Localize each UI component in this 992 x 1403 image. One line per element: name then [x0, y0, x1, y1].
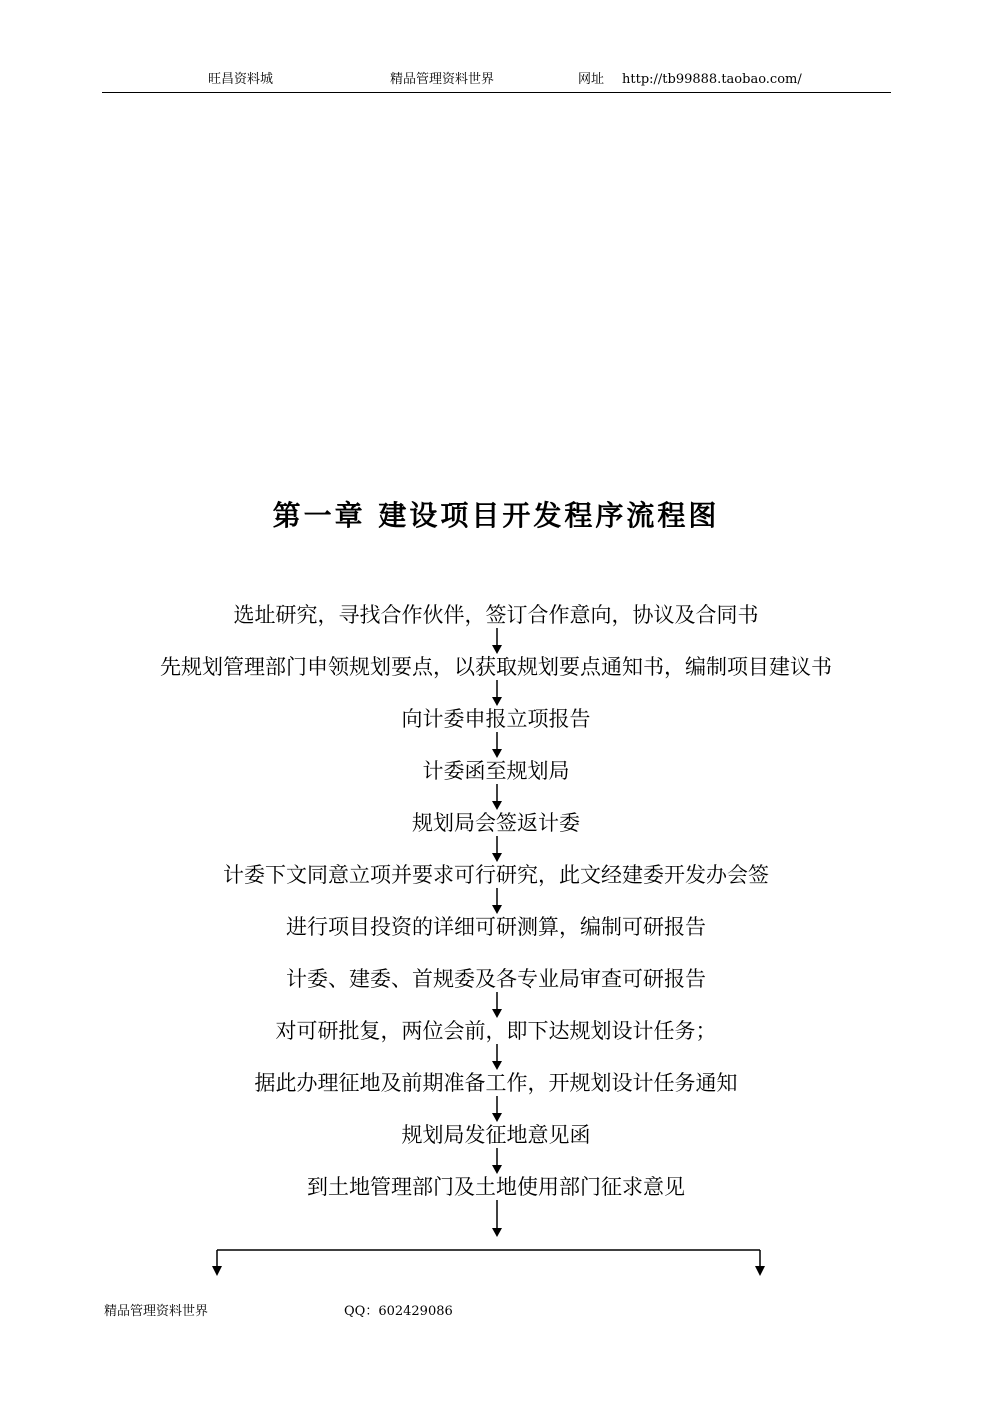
flow-step-7: 进行项目投资的详细可研测算，编制可研报告 — [286, 915, 706, 939]
flow-step-8: 计委、建委、首规委及各专业局审查可研报告 — [286, 967, 706, 991]
flow-step-5: 规划局会签返计委 — [412, 811, 580, 835]
flow-step-10: 据此办理征地及前期准备工作，开规划设计任务通知 — [254, 1071, 738, 1095]
flow-arrow-down — [492, 992, 502, 1018]
flow-step-6: 计委下文同意立项并要求可行研究，此文经建委开发办会签 — [223, 863, 769, 887]
flow-arrow-down — [492, 732, 502, 758]
flow-arrow-down — [492, 628, 502, 654]
header-left-text: 旺昌资料城 — [208, 72, 274, 87]
header-url-link[interactable]: http://tb99888.taobao.com/ — [622, 72, 802, 87]
flow-arrow-down — [492, 1096, 502, 1122]
header-url-label: 网址 — [578, 72, 605, 87]
chapter-title: 第一章 建设项目开发程序流程图 — [272, 499, 720, 532]
flow-step-2: 先规划管理部门申领规划要点，以获取规划要点通知书，编制项目建议书 — [160, 655, 832, 679]
flow-arrow-down — [492, 680, 502, 706]
flow-step-3: 向计委申报立项报告 — [401, 707, 591, 731]
flow-arrow-down — [492, 784, 502, 810]
flow-step-11: 规划局发征地意见函 — [401, 1123, 591, 1147]
flow-arrow-down — [492, 1044, 502, 1070]
footer-left-text: 精品管理资料世界 — [104, 1304, 209, 1319]
flow-arrow-down — [492, 888, 502, 914]
flow-branch-connector — [212, 1250, 765, 1276]
flow-step-1: 选址研究，寻找合作伙伴，签订合作意向，协议及合同书 — [233, 603, 759, 627]
flow-step-12: 到土地管理部门及土地使用部门征求意见 — [307, 1175, 685, 1199]
flow-arrow-down — [492, 1148, 502, 1174]
footer-qq-text: QQ：602429086 — [344, 1304, 453, 1319]
header-center-text: 精品管理资料世界 — [390, 72, 495, 87]
flow-arrow-down — [492, 836, 502, 862]
flow-arrow-down — [492, 1200, 502, 1237]
flow-step-9: 对可研批复，两位会前，即下达规划设计任务； — [275, 1019, 717, 1043]
flow-step-4: 计委函至规划局 — [422, 759, 570, 783]
